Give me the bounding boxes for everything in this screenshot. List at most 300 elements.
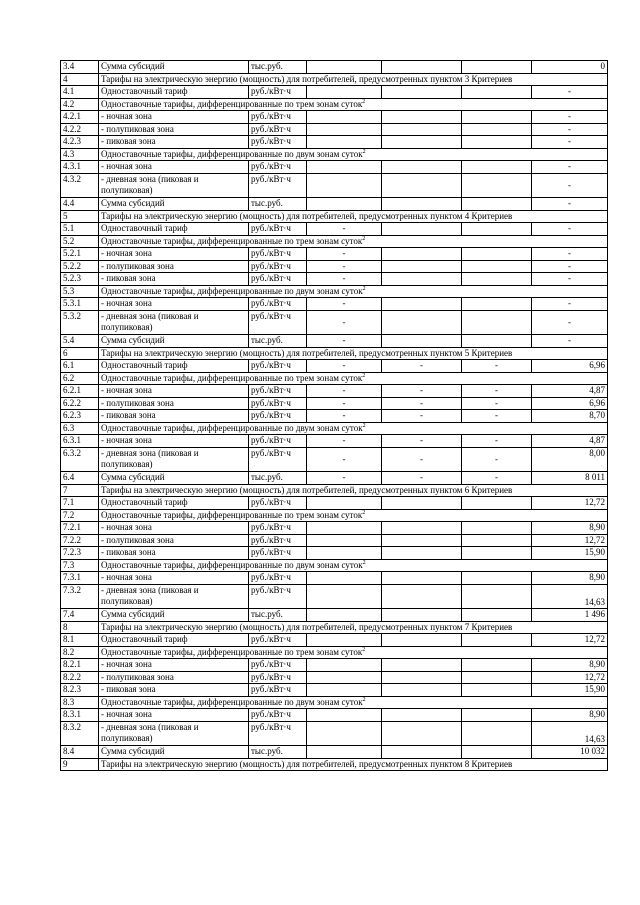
unit-cell: руб./кВт·ч bbox=[249, 634, 307, 647]
section-title bbox=[99, 148, 608, 161]
value-cell-total: 8,90 bbox=[532, 522, 608, 535]
footnote-marker: 2 bbox=[362, 148, 366, 155]
section-title-row bbox=[61, 559, 608, 572]
row-number: 5.3.1 bbox=[61, 298, 99, 311]
indicator-name: - полупиковая зона bbox=[99, 534, 249, 547]
indicator-name: Сумма субсидий bbox=[99, 198, 249, 211]
section-title-row bbox=[61, 73, 608, 86]
row-number: 4.2.3 bbox=[61, 136, 99, 149]
value-cell-total: 14,63 bbox=[532, 584, 608, 609]
indicator-name: - пиковая зона bbox=[99, 684, 249, 697]
footnote-marker: 2 bbox=[362, 509, 366, 516]
row-number: 8.2.3 bbox=[61, 684, 99, 697]
row-number: 5.2 bbox=[61, 235, 99, 248]
table-row bbox=[61, 61, 608, 74]
section-title-text: Одноставочные тарифы, дифференцированные по трем зонам суток bbox=[101, 372, 363, 383]
table-row bbox=[61, 721, 608, 746]
value-cell-total: 15,90 bbox=[532, 547, 608, 560]
row-number: 8 bbox=[61, 621, 99, 634]
section-title-text: Одноставочные тарифы, дифференцированные по трем зонам суток bbox=[101, 98, 363, 109]
table-row bbox=[61, 86, 608, 99]
row-number: 5.2.3 bbox=[61, 273, 99, 286]
unit-cell: руб./кВт·ч bbox=[249, 111, 307, 124]
unit-cell: тыс.руб. bbox=[249, 746, 307, 759]
row-number: 4.2.2 bbox=[61, 123, 99, 136]
value-cell-3: - bbox=[462, 410, 532, 423]
value-cell-total: 8,90 bbox=[532, 709, 608, 722]
value-cell-total: 0 bbox=[532, 61, 608, 74]
value-cell-1 bbox=[307, 572, 382, 585]
row-number: 4.4 bbox=[61, 198, 99, 211]
value-cell-total: 10 032 bbox=[532, 746, 608, 759]
unit-cell: тыс.руб. bbox=[249, 61, 307, 74]
section-title-text: Тарифы на электрическую энергию (мощность) для потребителей, предусмотренных пунктом 3 Критериев bbox=[101, 73, 513, 84]
row-number: 7.2.1 bbox=[61, 522, 99, 535]
section-title-text: Одноставочные тарифы, дифференцированные по трем зонам суток bbox=[101, 235, 363, 246]
value-cell-3: - bbox=[462, 397, 532, 410]
footnote-marker: 2 bbox=[362, 235, 366, 242]
row-number: 5 bbox=[61, 210, 99, 223]
table-row bbox=[61, 198, 608, 211]
value-cell-total: - bbox=[532, 173, 608, 198]
unit-cell: руб./кВт·ч bbox=[249, 273, 307, 286]
section-title-text: Одноставочные тарифы, дифференцированные по двум зонам суток bbox=[101, 148, 363, 159]
value-cell-2 bbox=[382, 659, 462, 672]
value-cell-1 bbox=[307, 671, 382, 684]
value-cell-3 bbox=[462, 609, 532, 622]
row-number: 5.3.2 bbox=[61, 310, 99, 335]
indicator-name: - дневная зона (пиковая и полупиковая) bbox=[99, 721, 249, 746]
section-title-text: Тарифы на электрическую энергию (мощность) для потребителей, предусмотренных пунктом 7 Критериев bbox=[101, 621, 513, 632]
indicator-name: Одноставочный тариф bbox=[99, 86, 249, 99]
value-cell-3 bbox=[462, 534, 532, 547]
value-cell-2 bbox=[382, 684, 462, 697]
table-row bbox=[61, 248, 608, 261]
value-cell-3 bbox=[462, 584, 532, 609]
indicator-name: - ночная зона bbox=[99, 161, 249, 174]
value-cell-3 bbox=[462, 86, 532, 99]
row-number: 6.2.1 bbox=[61, 385, 99, 398]
footnote-marker: 2 bbox=[362, 372, 366, 379]
row-number: 9 bbox=[61, 758, 99, 771]
value-cell-1 bbox=[307, 547, 382, 560]
row-number: 7.4 bbox=[61, 609, 99, 622]
value-cell-1: - bbox=[307, 447, 382, 472]
value-cell-2: - bbox=[382, 397, 462, 410]
value-cell-3: - bbox=[462, 472, 532, 485]
value-cell-2 bbox=[382, 310, 462, 335]
value-cell-1: - bbox=[307, 310, 382, 335]
value-cell-3 bbox=[462, 634, 532, 647]
value-cell-total: 4,87 bbox=[532, 385, 608, 398]
unit-cell: руб./кВт·ч bbox=[249, 584, 307, 609]
row-number: 4.3 bbox=[61, 148, 99, 161]
unit-cell: руб./кВт·ч bbox=[249, 260, 307, 273]
unit-cell: руб./кВт·ч bbox=[249, 310, 307, 335]
row-number: 7.3 bbox=[61, 559, 99, 572]
section-title bbox=[99, 347, 608, 360]
table-row bbox=[61, 397, 608, 410]
section-title bbox=[99, 646, 608, 659]
section-title-row bbox=[61, 372, 608, 385]
value-cell-3 bbox=[462, 136, 532, 149]
value-cell-1: - bbox=[307, 260, 382, 273]
row-number: 8.3.1 bbox=[61, 709, 99, 722]
indicator-name: - дневная зона (пиковая и полупиковая) bbox=[99, 310, 249, 335]
section-title bbox=[99, 422, 608, 435]
value-cell-total: - bbox=[532, 298, 608, 311]
value-cell-1: - bbox=[307, 298, 382, 311]
value-cell-total: - bbox=[532, 223, 608, 236]
value-cell-total: - bbox=[532, 248, 608, 261]
value-cell-1 bbox=[307, 709, 382, 722]
value-cell-total: 4,87 bbox=[532, 435, 608, 448]
row-number: 7 bbox=[61, 484, 99, 497]
unit-cell: тыс.руб. bbox=[249, 198, 307, 211]
value-cell-1 bbox=[307, 721, 382, 746]
row-number: 4 bbox=[61, 73, 99, 86]
indicator-name: Сумма субсидий bbox=[99, 335, 249, 348]
table-row bbox=[61, 410, 608, 423]
row-number: 3.4 bbox=[61, 61, 99, 74]
value-cell-total: - bbox=[532, 123, 608, 136]
value-cell-1 bbox=[307, 522, 382, 535]
value-cell-total: - bbox=[532, 310, 608, 335]
indicator-name: Сумма субсидий bbox=[99, 61, 249, 74]
value-cell-total: 12,72 bbox=[532, 671, 608, 684]
value-cell-2 bbox=[382, 298, 462, 311]
value-cell-3 bbox=[462, 173, 532, 198]
value-cell-total: - bbox=[532, 198, 608, 211]
table-row bbox=[61, 123, 608, 136]
indicator-name: - дневная зона (пиковая и полупиковая) bbox=[99, 173, 249, 198]
value-cell-3: - bbox=[462, 435, 532, 448]
row-number: 6.3 bbox=[61, 422, 99, 435]
indicator-name: - полупиковая зона bbox=[99, 123, 249, 136]
row-number: 8.1 bbox=[61, 634, 99, 647]
value-cell-1: - bbox=[307, 223, 382, 236]
row-number: 8.3.2 bbox=[61, 721, 99, 746]
indicator-name: - полупиковая зона bbox=[99, 397, 249, 410]
value-cell-3 bbox=[462, 61, 532, 74]
value-cell-2 bbox=[382, 547, 462, 560]
value-cell-1 bbox=[307, 136, 382, 149]
table-row bbox=[61, 161, 608, 174]
indicator-name: - полупиковая зона bbox=[99, 671, 249, 684]
table-row bbox=[61, 136, 608, 149]
value-cell-1 bbox=[307, 497, 382, 510]
value-cell-3 bbox=[462, 223, 532, 236]
indicator-name: - пиковая зона bbox=[99, 273, 249, 286]
value-cell-2 bbox=[382, 248, 462, 261]
row-number: 4.1 bbox=[61, 86, 99, 99]
row-number: 6.2 bbox=[61, 372, 99, 385]
row-number: 7.1 bbox=[61, 497, 99, 510]
value-cell-total: 8,70 bbox=[532, 410, 608, 423]
unit-cell: руб./кВт·ч bbox=[249, 360, 307, 373]
row-number: 6.1 bbox=[61, 360, 99, 373]
value-cell-3 bbox=[462, 721, 532, 746]
value-cell-total: 8,00 bbox=[532, 447, 608, 472]
value-cell-1 bbox=[307, 86, 382, 99]
value-cell-1 bbox=[307, 198, 382, 211]
footnote-marker: 2 bbox=[362, 646, 366, 653]
value-cell-2 bbox=[382, 260, 462, 273]
table-row bbox=[61, 671, 608, 684]
row-number: 5.2.1 bbox=[61, 248, 99, 261]
section-title-text: Тарифы на электрическую энергию (мощность) для потребителей, предусмотренных пунктом 5 Критериев bbox=[101, 347, 513, 358]
value-cell-1: - bbox=[307, 335, 382, 348]
table-row bbox=[61, 534, 608, 547]
row-number: 4.2 bbox=[61, 98, 99, 111]
value-cell-1 bbox=[307, 609, 382, 622]
unit-cell: руб./кВт·ч bbox=[249, 721, 307, 746]
value-cell-2 bbox=[382, 123, 462, 136]
value-cell-2: - bbox=[382, 385, 462, 398]
indicator-name: - ночная зона bbox=[99, 659, 249, 672]
value-cell-total: - bbox=[532, 111, 608, 124]
section-title bbox=[99, 73, 608, 86]
document-page bbox=[60, 60, 607, 771]
section-title-text: Тарифы на электрическую энергию (мощность) для потребителей, предусмотренных пунктом 4 Критериев bbox=[101, 210, 513, 221]
value-cell-1: - bbox=[307, 410, 382, 423]
section-title-row bbox=[61, 148, 608, 161]
value-cell-2 bbox=[382, 111, 462, 124]
indicator-name: - ночная зона bbox=[99, 522, 249, 535]
row-number: 7.2 bbox=[61, 509, 99, 522]
value-cell-3 bbox=[462, 273, 532, 286]
unit-cell: руб./кВт·ч bbox=[249, 86, 307, 99]
table-row bbox=[61, 435, 608, 448]
value-cell-1 bbox=[307, 123, 382, 136]
value-cell-3 bbox=[462, 335, 532, 348]
section-title-row bbox=[61, 285, 608, 298]
section-title bbox=[99, 509, 608, 522]
section-title-row bbox=[61, 646, 608, 659]
value-cell-1 bbox=[307, 746, 382, 759]
unit-cell: руб./кВт·ч bbox=[249, 659, 307, 672]
section-title-text: Тарифы на электрическую энергию (мощность) для потребителей, предусмотренных пунктом 6 Критериев bbox=[101, 484, 513, 495]
table-row bbox=[61, 298, 608, 311]
value-cell-3 bbox=[462, 671, 532, 684]
indicator-name: Одноставочный тариф bbox=[99, 360, 249, 373]
section-title bbox=[99, 285, 608, 298]
indicator-name: - ночная зона bbox=[99, 709, 249, 722]
unit-cell: руб./кВт·ч bbox=[249, 547, 307, 560]
indicator-name: - пиковая зона bbox=[99, 547, 249, 560]
section-title bbox=[99, 758, 608, 771]
table-row bbox=[61, 385, 608, 398]
value-cell-2 bbox=[382, 273, 462, 286]
table-row bbox=[61, 497, 608, 510]
indicator-name: Сумма субсидий bbox=[99, 746, 249, 759]
section-title bbox=[99, 559, 608, 572]
table-row bbox=[61, 260, 608, 273]
unit-cell: руб./кВт·ч bbox=[249, 671, 307, 684]
value-cell-2 bbox=[382, 671, 462, 684]
value-cell-3 bbox=[462, 310, 532, 335]
value-cell-1 bbox=[307, 111, 382, 124]
unit-cell: руб./кВт·ч bbox=[249, 173, 307, 198]
unit-cell: руб./кВт·ч bbox=[249, 522, 307, 535]
section-title-text: Тарифы на электрическую энергию (мощность) для потребителей, предусмотренных пунктом 8 Критериев bbox=[101, 758, 513, 769]
row-number: 6.2.3 bbox=[61, 410, 99, 423]
value-cell-3 bbox=[462, 497, 532, 510]
value-cell-3 bbox=[462, 111, 532, 124]
value-cell-2 bbox=[382, 634, 462, 647]
unit-cell: руб./кВт·ч bbox=[249, 709, 307, 722]
section-title bbox=[99, 696, 608, 709]
value-cell-3 bbox=[462, 260, 532, 273]
section-title bbox=[99, 484, 608, 497]
value-cell-2 bbox=[382, 497, 462, 510]
indicator-name: - ночная зона bbox=[99, 298, 249, 311]
indicator-name: - ночная зона bbox=[99, 111, 249, 124]
section-title-row bbox=[61, 235, 608, 248]
row-number: 4.3.1 bbox=[61, 161, 99, 174]
unit-cell: руб./кВт·ч bbox=[249, 410, 307, 423]
footnote-marker: 2 bbox=[362, 559, 366, 566]
indicator-name: Одноставочный тариф bbox=[99, 634, 249, 647]
unit-cell: руб./кВт·ч bbox=[249, 435, 307, 448]
table-row bbox=[61, 472, 608, 485]
unit-cell: руб./кВт·ч bbox=[249, 298, 307, 311]
value-cell-1: - bbox=[307, 248, 382, 261]
table-row bbox=[61, 684, 608, 697]
row-number: 5.1 bbox=[61, 223, 99, 236]
table-row bbox=[61, 273, 608, 286]
footnote-marker: 2 bbox=[362, 285, 366, 292]
table-row bbox=[61, 447, 608, 472]
footnote-marker: 2 bbox=[362, 696, 366, 703]
table-row bbox=[61, 709, 608, 722]
table-row bbox=[61, 335, 608, 348]
unit-cell: руб./кВт·ч bbox=[249, 572, 307, 585]
row-number: 8.4 bbox=[61, 746, 99, 759]
table-row bbox=[61, 609, 608, 622]
value-cell-1 bbox=[307, 684, 382, 697]
value-cell-2 bbox=[382, 522, 462, 535]
section-title-row bbox=[61, 98, 608, 111]
table-row bbox=[61, 659, 608, 672]
value-cell-2 bbox=[382, 173, 462, 198]
value-cell-1 bbox=[307, 659, 382, 672]
value-cell-2 bbox=[382, 86, 462, 99]
row-number: 7.2.3 bbox=[61, 547, 99, 560]
section-title-row bbox=[61, 758, 608, 771]
value-cell-2: - bbox=[382, 447, 462, 472]
unit-cell: руб./кВт·ч bbox=[249, 534, 307, 547]
value-cell-total: - bbox=[532, 335, 608, 348]
unit-cell: тыс.руб. bbox=[249, 609, 307, 622]
value-cell-total: 15,90 bbox=[532, 684, 608, 697]
value-cell-2 bbox=[382, 335, 462, 348]
tariff-table-body bbox=[61, 61, 608, 771]
value-cell-1: - bbox=[307, 397, 382, 410]
table-row bbox=[61, 634, 608, 647]
row-number: 8.2.1 bbox=[61, 659, 99, 672]
row-number: 6.4 bbox=[61, 472, 99, 485]
value-cell-2 bbox=[382, 709, 462, 722]
table-row bbox=[61, 572, 608, 585]
indicator-name: Сумма субсидий bbox=[99, 609, 249, 622]
value-cell-1 bbox=[307, 634, 382, 647]
value-cell-1: - bbox=[307, 472, 382, 485]
value-cell-3 bbox=[462, 572, 532, 585]
indicator-name: - дневная зона (пиковая и полупиковая) bbox=[99, 447, 249, 472]
unit-cell: руб./кВт·ч bbox=[249, 447, 307, 472]
value-cell-2 bbox=[382, 223, 462, 236]
row-number: 7.2.2 bbox=[61, 534, 99, 547]
value-cell-2 bbox=[382, 584, 462, 609]
section-title bbox=[99, 210, 608, 223]
row-number: 5.3 bbox=[61, 285, 99, 298]
indicator-name: - ночная зона bbox=[99, 572, 249, 585]
table-row bbox=[61, 173, 608, 198]
indicator-name: Сумма субсидий bbox=[99, 472, 249, 485]
value-cell-2: - bbox=[382, 410, 462, 423]
table-row bbox=[61, 310, 608, 335]
value-cell-2: - bbox=[382, 472, 462, 485]
value-cell-1: - bbox=[307, 385, 382, 398]
unit-cell: тыс.руб. bbox=[249, 335, 307, 348]
table-row bbox=[61, 360, 608, 373]
value-cell-2 bbox=[382, 198, 462, 211]
indicator-name: - ночная зона bbox=[99, 248, 249, 261]
section-title bbox=[99, 621, 608, 634]
value-cell-3 bbox=[462, 198, 532, 211]
indicator-name: - дневная зона (пиковая и полупиковая) bbox=[99, 584, 249, 609]
table-row bbox=[61, 522, 608, 535]
value-cell-2 bbox=[382, 721, 462, 746]
unit-cell: руб./кВт·ч bbox=[249, 248, 307, 261]
value-cell-total: 14,63 bbox=[532, 721, 608, 746]
indicator-name: - пиковая зона bbox=[99, 136, 249, 149]
unit-cell: руб./кВт·ч bbox=[249, 136, 307, 149]
section-title-text: Одноставочные тарифы, дифференцированные по двум зонам суток bbox=[101, 559, 363, 570]
row-number: 5.4 bbox=[61, 335, 99, 348]
table-row bbox=[61, 111, 608, 124]
value-cell-2 bbox=[382, 609, 462, 622]
value-cell-1 bbox=[307, 61, 382, 74]
value-cell-2 bbox=[382, 61, 462, 74]
value-cell-2: - bbox=[382, 435, 462, 448]
unit-cell: руб./кВт·ч bbox=[249, 397, 307, 410]
value-cell-2: - bbox=[382, 360, 462, 373]
value-cell-total: 6,96 bbox=[532, 360, 608, 373]
indicator-name: Одноставочный тариф bbox=[99, 497, 249, 510]
value-cell-1 bbox=[307, 584, 382, 609]
section-title-row bbox=[61, 347, 608, 360]
value-cell-total: 12,72 bbox=[532, 534, 608, 547]
value-cell-total: 8,90 bbox=[532, 572, 608, 585]
value-cell-3: - bbox=[462, 447, 532, 472]
value-cell-3 bbox=[462, 161, 532, 174]
value-cell-3 bbox=[462, 684, 532, 697]
section-title-text: Одноставочные тарифы, дифференцированные по трем зонам суток bbox=[101, 509, 363, 520]
value-cell-3 bbox=[462, 248, 532, 261]
value-cell-total: 1 496 bbox=[532, 609, 608, 622]
table-row bbox=[61, 547, 608, 560]
unit-cell: тыс.руб. bbox=[249, 472, 307, 485]
section-title-row bbox=[61, 422, 608, 435]
value-cell-1 bbox=[307, 161, 382, 174]
value-cell-total: - bbox=[532, 161, 608, 174]
row-number: 6.2.2 bbox=[61, 397, 99, 410]
value-cell-total: 8 011 bbox=[532, 472, 608, 485]
footnote-marker: 2 bbox=[362, 98, 366, 105]
section-title bbox=[99, 372, 608, 385]
